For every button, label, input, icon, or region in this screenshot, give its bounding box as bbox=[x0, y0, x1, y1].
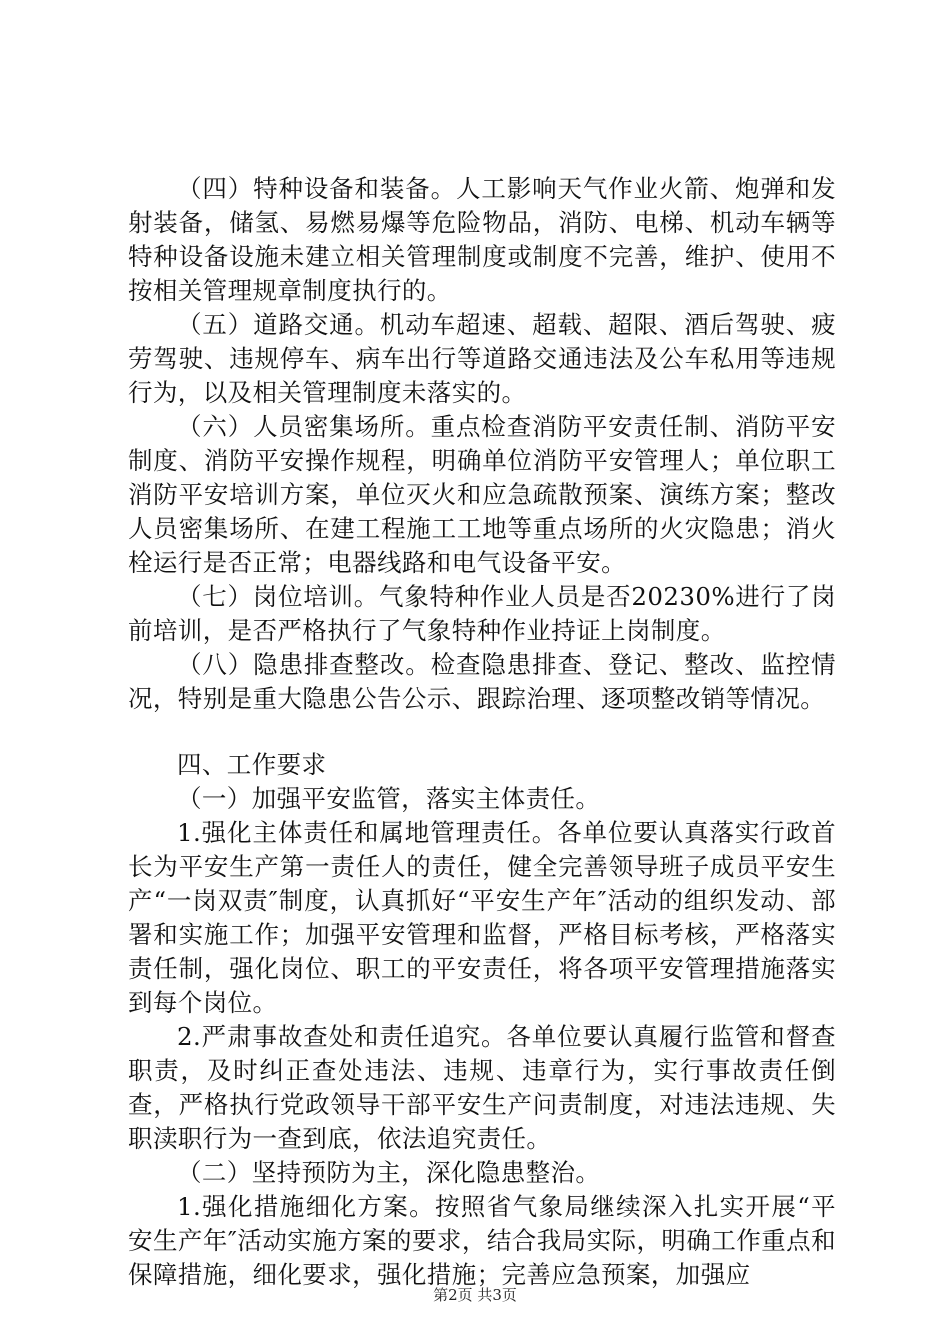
paragraph-job-training: （七）岗位培训。气象特种作业人员是否20230%进行了岗前培训，是否严格执行了气象特种作业持证上岗制度。 bbox=[128, 582, 836, 645]
paragraph-refine-measures: 1.强化措施细化方案。按照省气象局继续深入扎实开展“平安生产年″活动实施方案的要求，结合我局实际，明确工作重点和保障措施，细化要求，强化措施；完善应急预案，加强应 bbox=[128, 1192, 836, 1289]
paragraph-hazard-rectification: （八）隐患排查整改。检查隐患排查、登记、整改、监控情况，特别是重大隐患公告公示、跟踪治理、逐项整改销等情况。 bbox=[128, 650, 836, 713]
subheading-strengthen-supervision: （一）加强平安监管，落实主体责任。 bbox=[177, 784, 601, 813]
paragraph-crowded-places: （六）人员密集场所。重点检查消防平安责任制、消防平安制度、消防平安操作规程，明确单位消防平安管理人；单位职工消防平安培训方案，单位灭火和应急疏散预案、演练方案；整改人员密集场所、在建工程施工工地等重点场所的火灾隐患；消火栓运行是否正常；电器线路和电气设备平安。 bbox=[128, 412, 836, 577]
paragraph-road-traffic: （五）道路交通。机动车超速、超载、超限、酒后驾驶、疲劳驾驶、违规停车、病车出行等道路交通违法及公车私用等违规行为，以及相关管理制度未落实的。 bbox=[128, 310, 836, 407]
subheading-prevention-first: （二）坚持预防为主，深化隐患整治。 bbox=[177, 1158, 601, 1187]
page-number-footer: 第2页 共3页 bbox=[433, 1286, 517, 1304]
document-body bbox=[128, 172, 836, 1292]
section-gap bbox=[128, 716, 836, 748]
paragraph-main-responsibility: 1.强化主体责任和属地管理责任。各单位要认真落实行政首长为平安生产第一责任人的责任，健全完善领导班子成员平安生产“一岗双责″制度，认真抓好“平安生产年″活动的组织发动、部署和实施工作；加强平安管理和监督，严格目标考核，严格落实责任制，强化岗位、职工的平安责任，将各项平安管理措施落实到每个岗位。 bbox=[128, 818, 836, 1017]
paragraph-accident-investigation: 2.严肃事故查处和责任追究。各单位要认真履行监管和督查职责，及时纠正查处违法、违规、违章行为，实行事故责任倒查，严格执行党政领导干部平安生产问责制度，对违法违规、失职渎职行为一查到底，依法追究责任。 bbox=[128, 1022, 836, 1153]
section-heading-work-requirements: 四、工作要求 bbox=[177, 750, 327, 779]
paragraph-special-equipment: （四）特种设备和装备。人工影响天气作业火箭、炮弹和发射装备，储氢、易燃易爆等危险物品，消防、电梯、机动车辆等特种设备设施未建立相关管理制度或制度不完善，维护、使用不按相关管理规章制度执行的。 bbox=[128, 174, 836, 305]
